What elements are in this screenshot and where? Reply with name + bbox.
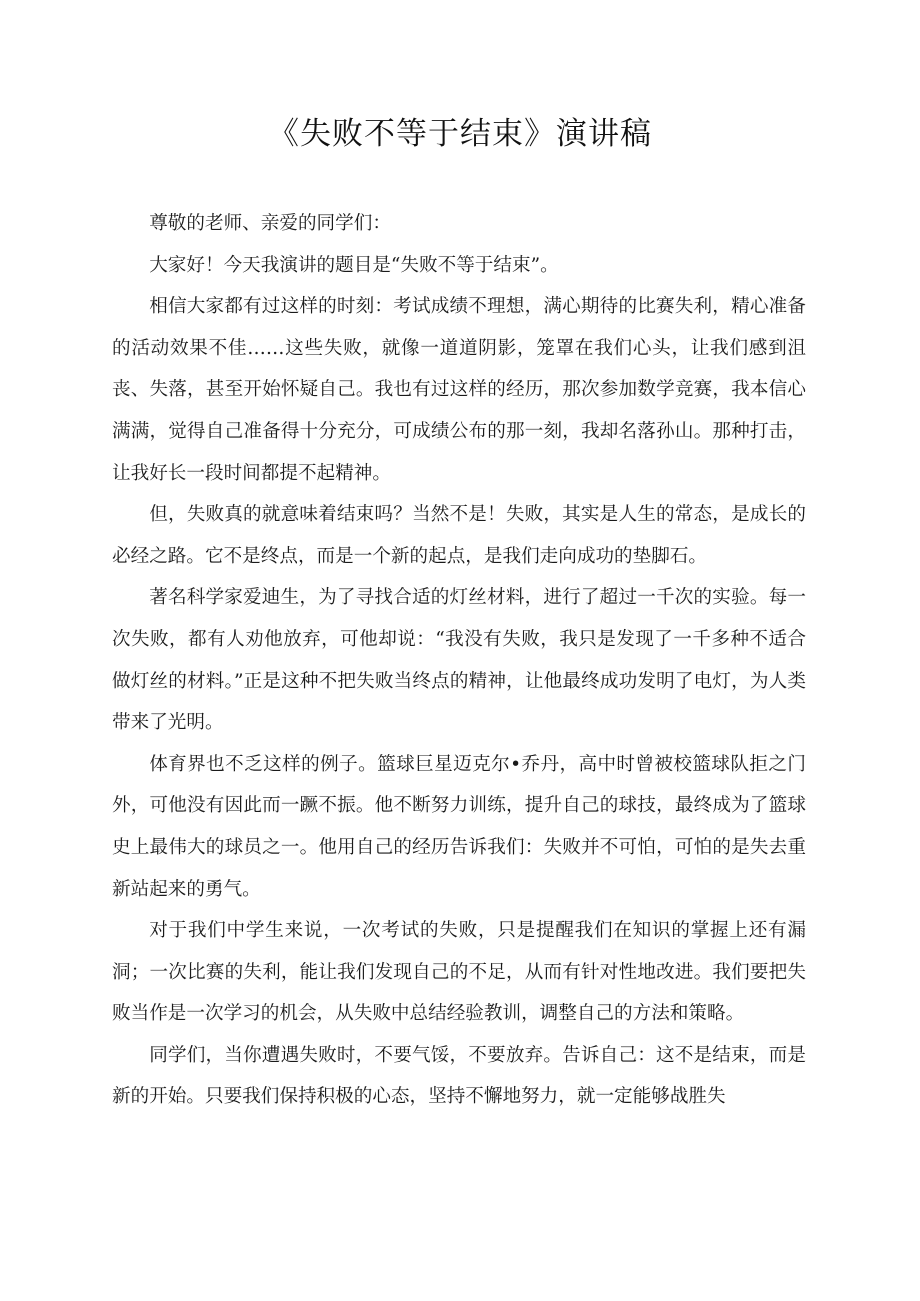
- body-paragraph: 但，失败真的就意味着结束吗？当然不是！失败，其实是人生的常态，是成长的必经之路。它不是终点，而是一个新的起点，是我们走向成功的垫脚石。: [112, 504, 806, 567]
- document-body: [112, 203, 806, 1118]
- body-paragraph: 对于我们中学生来说，一次考试的失败，只是提醒我们在知识的掌握上还有漏洞；一次比赛的失利，能让我们发现自己的不足，从而有针对性地改进。我们要把失败当作是一次学习的机会，从失败中总结经验教训，调整自己的方法和策略。: [112, 920, 806, 1025]
- salutation-paragraph: 尊敬的老师、亲爱的同学们：: [149, 213, 391, 234]
- body-paragraph: 同学们，当你遭遇失败时，不要气馁，不要放弃。告诉自己：这不是结束，而是新的开始。只要我们保持积极的心态，坚持不懈地努力，就一定能够战胜失: [112, 1044, 806, 1108]
- body-paragraph: 相信大家都有过这样的时刻：考试成绩不理想，满心期待的比赛失利，精心准备的活动效果不佳……这些失败，就像一道道阴影，笼罩在我们心头，让我们感到沮丧、失落，甚至开始怀疑自己。我也有过这样的经历，那次参加数学竞赛，我本信心满满，觉得自己准备得十分充分，可成绩公布的那一刻，我却名落孙山。那种打击，让我好长一段时间都提不起精神。: [112, 296, 806, 484]
- body-paragraph: 著名科学家爱迪生，为了寻找合适的灯丝材料，进行了超过一千次的实验。每一次失败，都有人劝他放弃，可他却说：“我没有失败，我只是发现了一千多种不适合做灯丝的材料。”正是这种不把失败当终点的精神，让他最终成功发明了电灯，为人类带来了光明。: [112, 587, 806, 734]
- body-paragraph: 体育界也不乏这样的例子。篮球巨星迈克尔•乔丹，高中时曾被校篮球队拒之门外，可他没有因此而一蹶不振。他不断努力训练，提升自己的球技，最终成为了篮球史上最伟大的球员之一。他用自己的经历告诉我们：失败并不可怕，可怕的是失去重新站起来的勇气。: [112, 753, 806, 900]
- opening-paragraph: 大家好！今天我演讲的题目是“失败不等于结束”。: [149, 254, 559, 276]
- document-title: 《失败不等于结束》演讲稿: [268, 116, 652, 152]
